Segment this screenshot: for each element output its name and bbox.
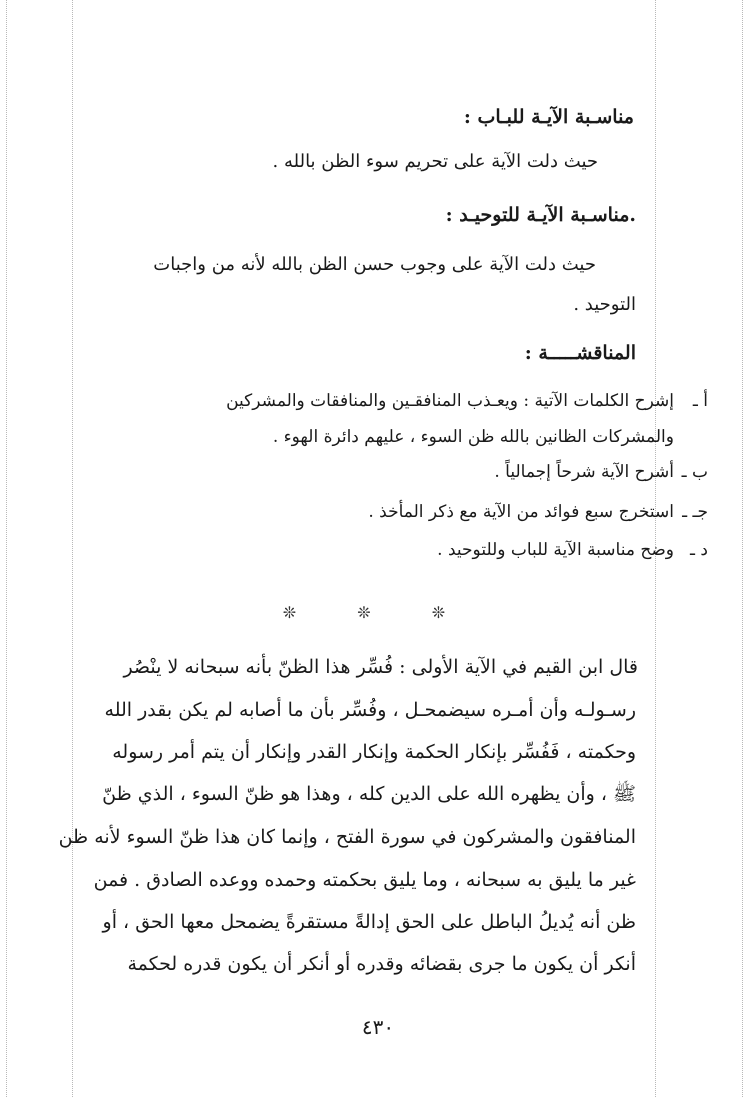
scan-guide-line xyxy=(742,0,743,1097)
quote-line: ﷺ ، وأن يظهره الله على الدين كله ، وهذا هو ظنّ السوء ، الذي ظنّ xyxy=(102,783,636,805)
heading-relevance-chapter: مناسـبة الآيـة للبـاب : xyxy=(463,106,634,128)
list-marker: أ ـ xyxy=(692,391,708,411)
discussion-item-d xyxy=(80,540,708,564)
page-number: ٤٣٠ xyxy=(361,1015,395,1039)
list-item-text: أشرح الآية شرحاً إجمالياً . xyxy=(494,462,674,482)
scan-guide-line xyxy=(6,0,7,1097)
discussion-item-b xyxy=(80,462,708,486)
heading-discussion: المناقشـــــة : xyxy=(524,342,636,364)
list-item-text: وضح مناسبة الآية للباب وللتوحيد . xyxy=(437,540,674,560)
quote-line: ظن أنه يُديلُ الباطل على الحق إدالةً مستقرةً يضمحل معها الحق ، أو xyxy=(102,911,636,933)
quote-line: رسـولـه وأن أمـره سيضمحـل ، وفُسِّر بأن ما أصابه لم يكن بقدر الله xyxy=(104,699,636,721)
discussion-item-a-continued xyxy=(80,427,708,451)
quote-line: المنافقون والمشركون في سورة الفتح ، وإنما كان هذا ظنّ السوء لأنه ظن xyxy=(58,826,636,848)
discussion-item-c xyxy=(80,502,708,526)
quote-line: قال ابن القيم في الآية الأولى : فُسِّر هذا الظنّ بأنه سبحانه لا ينْصُر xyxy=(123,656,638,678)
discussion-item-a xyxy=(80,391,708,415)
quote-line: أنكر أن يكون ما جرى بقضائه وقدره أو أنكر أن يكون قدره لحكمة xyxy=(127,953,636,975)
list-marker: د ـ xyxy=(690,540,708,560)
quote-line: غير ما يليق به سبحانه ، وما يليق بحكمته وحمده ووعده الصادق . فمن xyxy=(93,869,636,891)
section-separator: ❊ ❊ ❊ xyxy=(282,603,474,622)
heading-relevance-tawhid: .مناسـبة الآيـة للتوحيـد : xyxy=(445,204,636,226)
list-marker: جـ ـ xyxy=(682,502,708,522)
list-item-text: استخرج سبع فوائد من الآية مع ذكر المأخذ . xyxy=(368,502,674,522)
scan-guide-line xyxy=(72,0,73,1097)
text-relevance-chapter: حيث دلت الآية على تحريم سوء الظن بالله . xyxy=(272,151,598,172)
list-marker: ب ـ xyxy=(681,462,708,482)
text-relevance-tawhid-line: التوحيد . xyxy=(573,294,636,315)
list-item-text: والمشركات الظانين بالله ظن السوء ، عليهم دائرة الهوء . xyxy=(272,427,674,447)
text-relevance-tawhid-line: حيث دلت الآية على وجوب حسن الظن بالله لأنه من واجبات xyxy=(153,254,596,275)
list-item-text: إشرح الكلمات الآتية : ويعـذب المنافقـين والمنافقات والمشركين xyxy=(226,391,674,411)
quote-line: وحكمته ، فَفُسِّر بإنكار الحكمة وإنكار القدر وإنكار أن يتم أمر رسوله xyxy=(112,741,636,763)
